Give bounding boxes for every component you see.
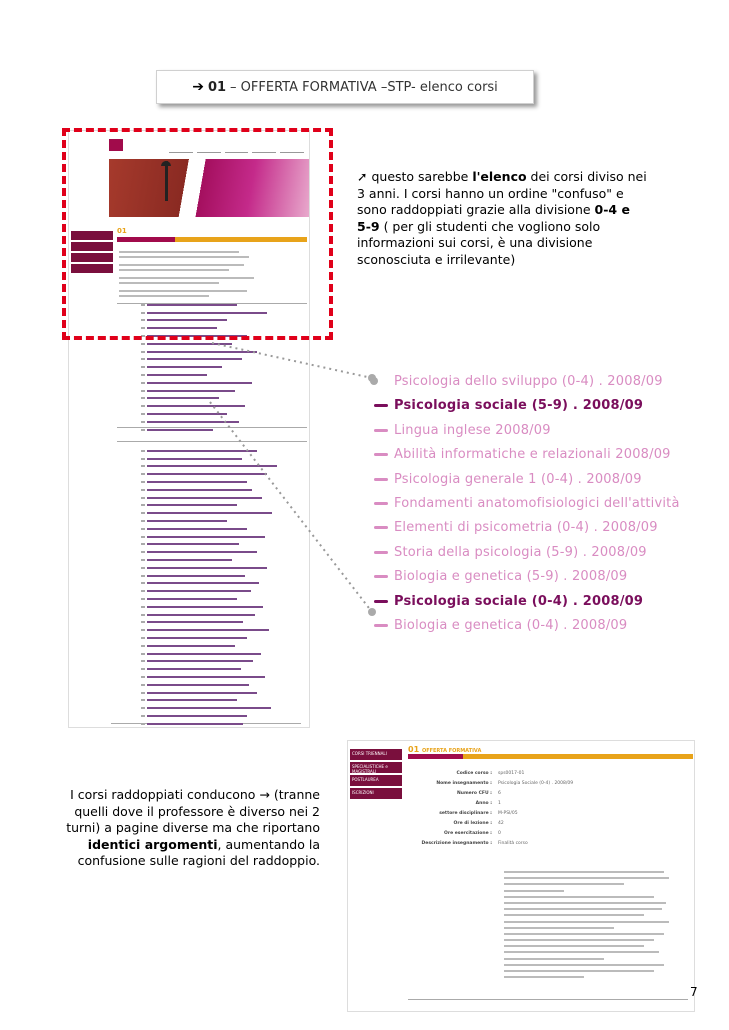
bullet-icon xyxy=(374,624,388,627)
detail-field-row: Numero CFU : 6 xyxy=(457,791,501,796)
mini-list-item[interactable] xyxy=(117,626,307,634)
detail-field-row: Ore esercitazione : 0 xyxy=(444,831,501,836)
arrow-right-icon: → xyxy=(259,787,270,802)
mini-list-item[interactable] xyxy=(117,689,307,697)
bullet-icon xyxy=(374,526,388,529)
arrow-up-left-icon: ➚ xyxy=(357,169,368,184)
course-link-label: Psicologia dello sviluppo (0-4) . 2008/09 xyxy=(394,374,663,389)
course-link-label: Biologia e genetica (5-9) . 2008/09 xyxy=(394,569,628,585)
title-text: – OFFERTA FORMATIVA –STP- elenco corsi xyxy=(230,79,498,95)
detail-sidebar-item[interactable]: ISCRIZIONI xyxy=(350,788,402,799)
mini-list-item[interactable] xyxy=(117,478,307,486)
slide-title-bar xyxy=(156,70,534,104)
course-link[interactable] xyxy=(370,443,671,467)
mini-list-item[interactable] xyxy=(117,486,307,494)
mini-list-item[interactable] xyxy=(117,548,307,556)
course-link[interactable] xyxy=(370,614,640,638)
screenshot-heading: 01 xyxy=(117,227,127,235)
mini-list-item[interactable] xyxy=(117,603,307,611)
mini-list-item[interactable] xyxy=(117,494,307,502)
course-link[interactable] xyxy=(370,394,644,418)
detail-heading: 01 OFFERTA FORMATIVA xyxy=(408,745,482,754)
header-banner-image xyxy=(109,159,309,217)
bullet-icon xyxy=(374,502,388,505)
mini-list-item[interactable] xyxy=(117,402,307,410)
mini-list-item[interactable] xyxy=(117,371,307,379)
mini-list-item[interactable] xyxy=(117,317,307,325)
mini-list-item[interactable] xyxy=(117,525,307,533)
mini-list-item[interactable] xyxy=(117,572,307,580)
mini-list-item[interactable] xyxy=(117,470,307,478)
screenshot-sidebar xyxy=(71,231,113,275)
detail-sidebar xyxy=(350,749,402,801)
mini-list-item[interactable] xyxy=(117,673,307,681)
mini-list-item[interactable] xyxy=(117,533,307,541)
course-list-screenshot xyxy=(68,130,310,728)
course-link[interactable] xyxy=(370,541,647,565)
bullet-icon xyxy=(374,453,388,456)
course-link-label: Psicologia sociale (5-9) . 2008/09 xyxy=(394,398,644,414)
detail-sidebar-item[interactable]: SPECIALISTICHE e MAGISTRALI xyxy=(350,762,402,773)
note-duplicated-courses: I corsi raddoppiati conducono → (tranne quelli dove il professore è diverso nei 2 turni) a pagine diverse ma che riportano identici argomenti, aumentando la confusione sulle ragioni del raddoppio. xyxy=(66,787,320,868)
mini-list-item[interactable] xyxy=(117,340,307,348)
detail-field-row: Nome insegnamento : Psicologia Sociale (0-4) . 2008/09 xyxy=(436,781,574,786)
course-link-label: Elementi di psicometria (0-4) . 2008/09 xyxy=(394,520,658,536)
course-link[interactable] xyxy=(370,590,644,614)
course-link-label: Abilità informatiche e relazionali 2008/09 xyxy=(394,447,671,463)
mini-list-item[interactable] xyxy=(117,580,307,588)
bullet-icon xyxy=(374,478,388,481)
detail-field-row: Codice corso : sps0017-01 xyxy=(456,771,525,776)
bullet-icon xyxy=(374,404,388,407)
note-course-list: ➚ questo sarebbe l'elenco dei corsi diviso nei 3 anni. I corsi hanno un ordine "confuso" e sono raddoppiati grazie alla divisione 0-4 e 5-9 ( per gli studenti che vogliono solo informazioni sui corsi, è una divisione sconosciuta e irrilevante) xyxy=(357,169,647,267)
mini-list-item[interactable] xyxy=(117,309,307,317)
mini-list-item[interactable] xyxy=(117,463,307,471)
mini-list-item[interactable] xyxy=(117,634,307,642)
course-link[interactable] xyxy=(370,492,680,516)
detail-field-row: Descrizione insegnamento : Finalità corso xyxy=(421,841,528,846)
mini-list-item[interactable] xyxy=(117,619,307,627)
bullet-icon xyxy=(370,377,378,385)
mini-list-item[interactable] xyxy=(117,455,307,463)
bullet-icon xyxy=(374,575,388,578)
detail-fields xyxy=(408,769,688,849)
mini-list-item[interactable] xyxy=(117,541,307,549)
mini-list-item[interactable] xyxy=(117,720,307,728)
enlarged-course-list xyxy=(370,370,680,638)
mini-list-item[interactable] xyxy=(117,301,307,309)
detail-sidebar-item[interactable]: CORSI TRIENNALI xyxy=(350,749,402,760)
mini-list-item[interactable] xyxy=(117,587,307,595)
course-link-label: Psicologia sociale (0-4) . 2008/09 xyxy=(394,593,644,609)
mini-list-item[interactable] xyxy=(117,712,307,720)
mini-course-list xyxy=(117,301,307,434)
top-nav-tabs xyxy=(169,147,304,155)
detail-field-row: settore disciplinare : M-PSI/05 xyxy=(439,811,518,816)
mini-course-list-2 xyxy=(117,447,307,728)
page-number: 7 xyxy=(690,985,698,999)
mini-list-item[interactable] xyxy=(117,595,307,603)
mini-list-item[interactable] xyxy=(117,650,307,658)
mini-list-item[interactable] xyxy=(117,704,307,712)
course-link-label: Psicologia generale 1 (0-4) . 2008/09 xyxy=(394,471,642,487)
course-link[interactable] xyxy=(370,468,640,492)
mini-list-item[interactable] xyxy=(117,681,307,689)
mini-list-item[interactable] xyxy=(117,379,307,387)
mini-list-item[interactable] xyxy=(117,502,307,510)
mini-list-item[interactable] xyxy=(117,611,307,619)
mini-list-item[interactable] xyxy=(117,517,307,525)
mini-list-item[interactable] xyxy=(117,410,307,418)
detail-field-row: Anno : 1 xyxy=(475,801,501,806)
course-link-label: Biologia e genetica (0-4) . 2008/09 xyxy=(394,617,628,633)
bullet-icon xyxy=(374,429,388,432)
course-link[interactable] xyxy=(370,370,663,394)
mini-list-item[interactable] xyxy=(117,332,307,340)
mini-list-item[interactable] xyxy=(117,642,307,650)
course-link-label: Fondamenti anatomofisiologici dell'attività xyxy=(394,495,680,511)
mini-list-item[interactable] xyxy=(117,509,307,517)
mini-list-item[interactable] xyxy=(117,447,307,455)
mini-list-item[interactable] xyxy=(117,658,307,666)
mini-list-item[interactable] xyxy=(117,387,307,395)
title-number: 01 xyxy=(207,79,227,95)
mini-list-item[interactable] xyxy=(117,418,307,426)
course-link[interactable] xyxy=(370,516,658,540)
mini-list-item[interactable] xyxy=(117,363,307,371)
course-detail-screenshot xyxy=(347,740,695,1012)
mini-list-item[interactable] xyxy=(117,395,307,403)
detail-description xyxy=(504,871,674,982)
detail-sidebar-item[interactable]: POSTLAUREA xyxy=(350,775,402,786)
mini-list-item[interactable] xyxy=(117,564,307,572)
course-link[interactable] xyxy=(370,419,640,443)
mini-list-item[interactable] xyxy=(117,324,307,332)
course-link-label: Storia della psicologia (5-9) . 2008/09 xyxy=(394,544,647,560)
mini-list-item[interactable] xyxy=(117,348,307,356)
bullet-icon xyxy=(374,600,388,603)
mini-list-item[interactable] xyxy=(117,697,307,705)
mini-list-item[interactable] xyxy=(117,356,307,364)
course-link[interactable] xyxy=(370,565,640,589)
course-link-label: Lingua inglese 2008/09 xyxy=(394,422,551,438)
bullet-icon xyxy=(374,551,388,554)
detail-field-row: Ore di lezione : 42 xyxy=(453,821,504,826)
university-logo xyxy=(109,139,123,151)
arrow-down-icon: ➔ xyxy=(192,79,204,95)
mini-list-item[interactable] xyxy=(117,665,307,673)
mini-list-item[interactable] xyxy=(117,556,307,564)
